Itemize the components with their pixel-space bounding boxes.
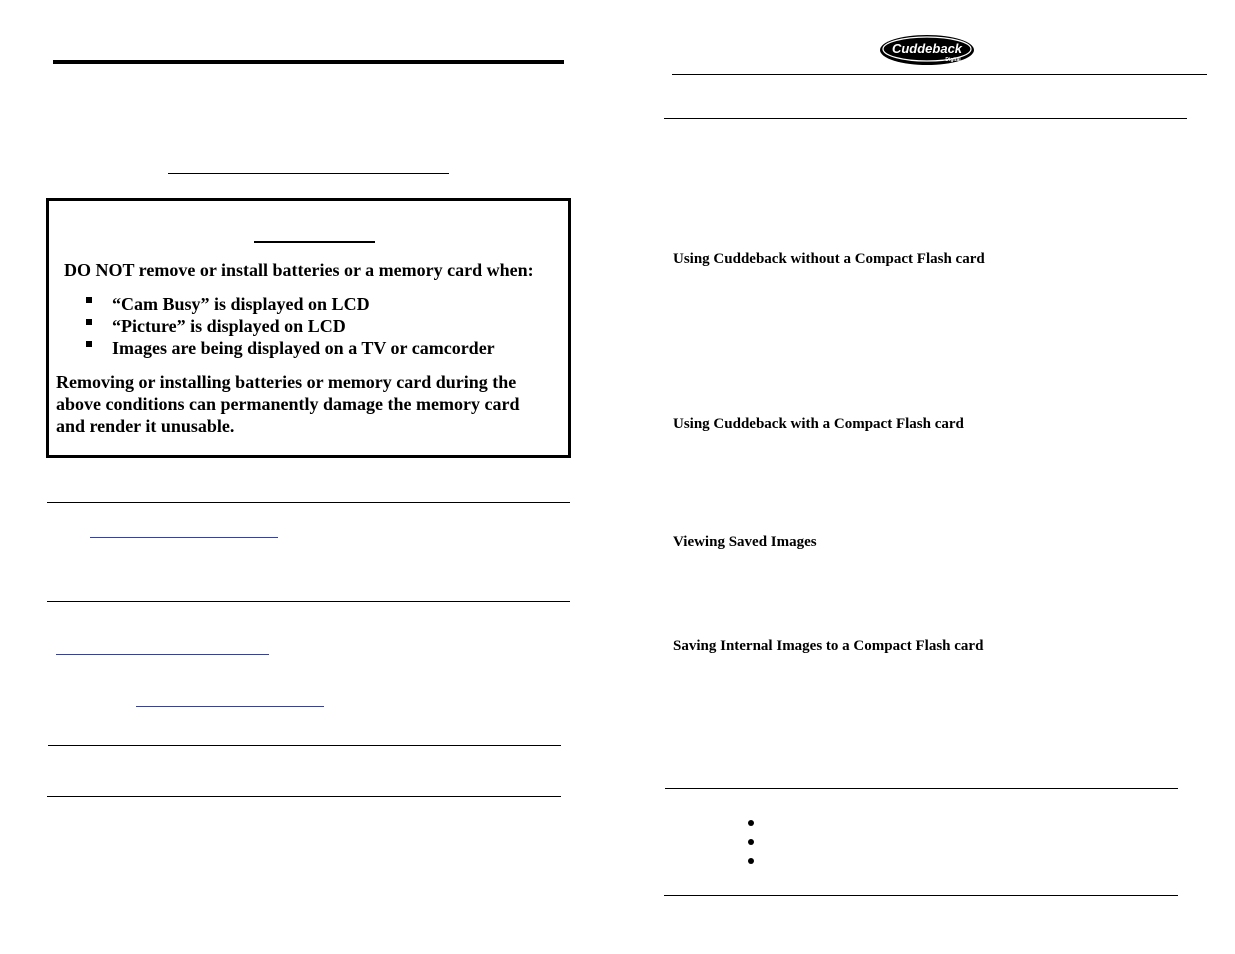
hyperlink-underline[interactable]	[56, 654, 269, 655]
warning-intro: DO NOT remove or install batteries or a memory card when:	[64, 260, 534, 280]
warning-heading-underline	[254, 241, 375, 243]
cuddeback-logo	[879, 34, 975, 66]
section-divider	[48, 745, 561, 746]
section-divider	[47, 796, 561, 797]
bullet-dot-icon	[748, 820, 754, 826]
hyperlink-underline[interactable]	[90, 537, 278, 538]
header-rule	[672, 74, 1207, 75]
section-divider	[664, 118, 1187, 119]
hyperlink-underline[interactable]	[136, 706, 324, 707]
section-divider	[665, 788, 1178, 789]
section-heading-saving-images: Saving Internal Images to a Compact Flash card	[673, 638, 984, 654]
section-heading-with-card: Using Cuddeback with a Compact Flash card	[673, 416, 964, 432]
section-heading-no-card: Using Cuddeback without a Compact Flash card	[673, 251, 985, 267]
warning-consequence-line-1: Removing or installing batteries or memory card during the	[56, 372, 517, 392]
warning-consequence-line-2: above conditions can permanently damage the memory card	[56, 394, 520, 414]
title-underline	[168, 173, 449, 174]
top-rule	[53, 60, 564, 64]
logo-sub-text: Digital	[945, 57, 961, 63]
warning-bullet-1: “Cam Busy” is displayed on LCD	[112, 294, 370, 314]
logo-brand-text: Cuddeback	[891, 41, 963, 56]
warning-bullet-3: Images are being displayed on a TV or camcorder	[112, 338, 495, 358]
bullet-dot-icon	[748, 839, 754, 845]
bullet-square-icon	[86, 341, 92, 347]
section-heading-viewing-images: Viewing Saved Images	[673, 534, 817, 550]
bullet-square-icon	[86, 319, 92, 325]
bullet-dot-icon	[748, 858, 754, 864]
warning-consequence-line-3: and render it unusable.	[56, 416, 235, 436]
section-divider	[47, 502, 570, 503]
warning-box	[46, 198, 571, 458]
section-divider	[664, 895, 1178, 896]
warning-bullet-2: “Picture” is displayed on LCD	[112, 316, 346, 336]
bullet-square-icon	[86, 297, 92, 303]
section-divider	[47, 601, 570, 602]
